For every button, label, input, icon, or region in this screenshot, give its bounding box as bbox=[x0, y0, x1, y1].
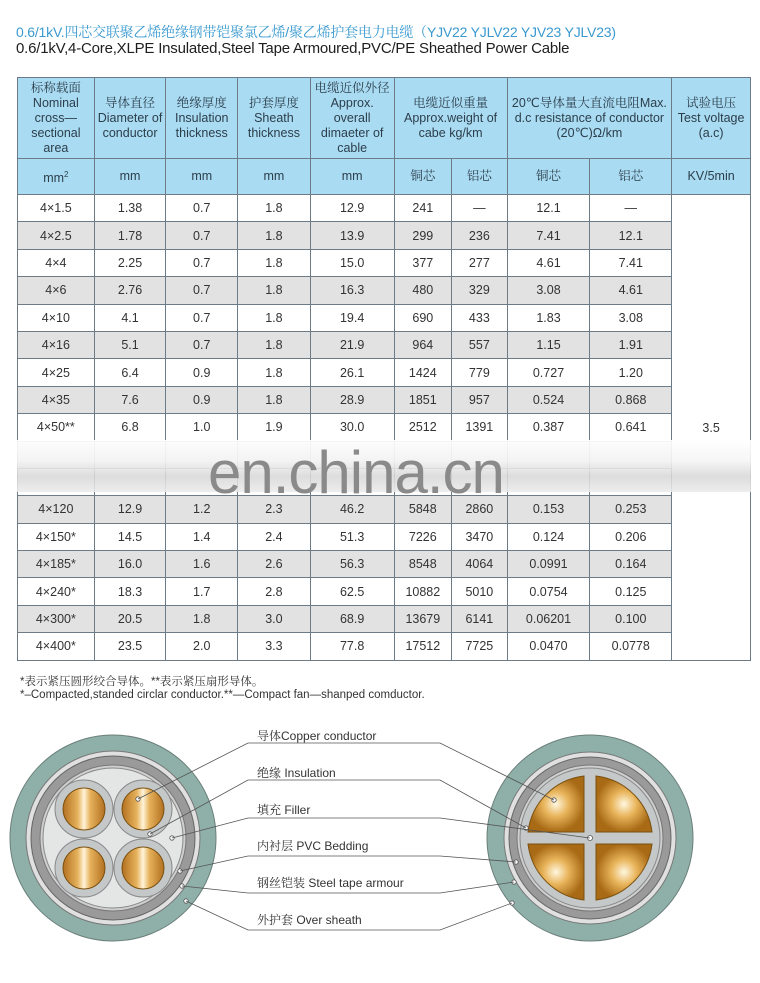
cell-resistance-cu: 1.15 bbox=[507, 331, 590, 358]
cell-resistance-al: 12.1 bbox=[590, 222, 672, 249]
cell-resistance-al: 1.20 bbox=[590, 359, 672, 386]
cell-resistance-al: 0.0778 bbox=[590, 633, 672, 660]
cell-insulation: 0.7 bbox=[166, 277, 238, 304]
round-conductor-cable bbox=[10, 735, 216, 941]
cell-overall-diameter: 30.0 bbox=[310, 414, 394, 441]
cell-resistance-al: 1.91 bbox=[590, 331, 672, 358]
cell-diameter: 1.38 bbox=[94, 195, 166, 222]
unit-area: $mm^2$ bbox=[18, 159, 95, 195]
table-row bbox=[18, 414, 751, 441]
table-row bbox=[18, 386, 751, 413]
cell-diameter: 6.8 bbox=[94, 414, 166, 441]
cell-sheath: 2.4 bbox=[238, 523, 311, 550]
cell-diameter: 20.5 bbox=[94, 605, 166, 632]
cell-insulation: 0.9 bbox=[166, 359, 238, 386]
cell-resistance-al: 0.100 bbox=[590, 605, 672, 632]
cell-resistance-al: 7.41 bbox=[590, 249, 672, 276]
cell-area: 4×1.5 bbox=[18, 195, 95, 222]
cell-resistance-al: 0.206 bbox=[590, 523, 672, 550]
table-row bbox=[18, 605, 751, 632]
cell-insulation: 0.7 bbox=[166, 331, 238, 358]
cell-weight-al: 557 bbox=[452, 331, 508, 358]
cell-weight-al: 3470 bbox=[452, 523, 508, 550]
cell-weight-cu: 377 bbox=[394, 249, 452, 276]
cell-sheath: 1.8 bbox=[238, 304, 311, 331]
footnote-cn: *表示紧压圆形绞合导体。**表示紧压扇形导体。 bbox=[20, 676, 264, 688]
cell-overall-diameter: 62.5 bbox=[310, 578, 394, 605]
cell-overall-diameter: 51.3 bbox=[310, 523, 394, 550]
cell-insulation: 0.7 bbox=[166, 249, 238, 276]
sector-conductor-cable bbox=[487, 735, 693, 941]
cell-area: 4×25 bbox=[18, 359, 95, 386]
cell-area: 4×185* bbox=[18, 551, 95, 578]
cell-overall-diameter: 77.8 bbox=[310, 633, 394, 660]
cell-insulation: 1.4 bbox=[166, 523, 238, 550]
table-row bbox=[18, 249, 751, 276]
table-row bbox=[18, 523, 751, 550]
cell-area: 4×50** bbox=[18, 414, 95, 441]
cell-weight-cu: 1851 bbox=[394, 386, 452, 413]
cell-overall-diameter: 16.3 bbox=[310, 277, 394, 304]
cell-diameter: 23.5 bbox=[94, 633, 166, 660]
cell-diameter: 2.25 bbox=[94, 249, 166, 276]
cell-sheath: 1.8 bbox=[238, 331, 311, 358]
cell-resistance-al: 3.08 bbox=[590, 304, 672, 331]
cell-diameter: 12.9 bbox=[94, 496, 166, 523]
footnote-en: *–Compacted,standed circlar conductor.**—Compact fan—shanped comductor. bbox=[20, 689, 425, 701]
col-header-test-voltage: 试验电压 Test voltage (a.c) bbox=[672, 78, 751, 159]
table-row bbox=[18, 633, 751, 660]
cell-diameter: 18.3 bbox=[94, 578, 166, 605]
cell-overall-diameter: 28.9 bbox=[310, 386, 394, 413]
cell-diameter: 4.1 bbox=[94, 304, 166, 331]
cable-spec-table bbox=[17, 77, 751, 661]
cell-weight-cu: 5848 bbox=[394, 496, 452, 523]
cell-weight-al: 433 bbox=[452, 304, 508, 331]
cable-diagram-svg bbox=[0, 710, 760, 983]
cell-sheath: 2.6 bbox=[238, 551, 311, 578]
test-voltage-value: 3.5 bbox=[702, 421, 720, 436]
callout-insulation: 绝缘 Insulation bbox=[257, 766, 336, 780]
col-header-overall-diameter: 电缆近似外径 Approx. overall dimaeter of cable bbox=[310, 78, 394, 159]
table-row bbox=[18, 304, 751, 331]
cell-resistance-cu: 0.727 bbox=[507, 359, 590, 386]
cell-area: 4×2.5 bbox=[18, 222, 95, 249]
cell-sheath: 3.3 bbox=[238, 633, 311, 660]
cell-area: 4×300* bbox=[18, 605, 95, 632]
cell-resistance-cu: 12.1 bbox=[507, 195, 590, 222]
cell-overall-diameter: 15.0 bbox=[310, 249, 394, 276]
col-header-weight: 电缆近似重量 Approx.weight of cabe kg/km bbox=[394, 78, 507, 159]
cell-overall-diameter: 46.2 bbox=[310, 496, 394, 523]
cell-resistance-cu: 0.0754 bbox=[507, 578, 590, 605]
cell-diameter: 14.5 bbox=[94, 523, 166, 550]
col-header-sheath: 护套厚度 Sheath thickness bbox=[238, 78, 311, 159]
cell-area: 4×10 bbox=[18, 304, 95, 331]
table-row bbox=[18, 331, 751, 358]
cell-weight-al: 4064 bbox=[452, 551, 508, 578]
cell-overall-diameter: 26.1 bbox=[310, 359, 394, 386]
cell-area: 4×400* bbox=[18, 633, 95, 660]
cell-sheath: 1.8 bbox=[238, 277, 311, 304]
callout-pvc-bedding: 内衬层 PVC Bedding bbox=[257, 839, 369, 853]
unit-overall-diameter: mm bbox=[310, 159, 394, 195]
unit-weight-al: 铝芯 bbox=[452, 159, 508, 195]
cell-weight-cu: 10882 bbox=[394, 578, 452, 605]
cell-resistance-cu: 0.153 bbox=[507, 496, 590, 523]
cell-resistance-al: 0.253 bbox=[590, 496, 672, 523]
cell-weight-al: 5010 bbox=[452, 578, 508, 605]
cell-weight-cu: 964 bbox=[394, 331, 452, 358]
cell-overall-diameter: 13.9 bbox=[310, 222, 394, 249]
cell-weight-al: 6141 bbox=[452, 605, 508, 632]
cell-insulation: 0.7 bbox=[166, 304, 238, 331]
cell-diameter: 6.4 bbox=[94, 359, 166, 386]
col-header-resistance: 20℃导体量大直流电阻Max. d.c resistance of conductor (20℃)Ω/km bbox=[507, 78, 672, 159]
cell-weight-al: 236 bbox=[452, 222, 508, 249]
cell-sheath: 2.8 bbox=[238, 578, 311, 605]
cell-weight-al: — bbox=[452, 195, 508, 222]
unit-test-voltage: KV/5min bbox=[672, 159, 751, 195]
col-header-insulation: 绝缘厚度 Insulation thickness bbox=[166, 78, 238, 159]
cell-insulation: 2.0 bbox=[166, 633, 238, 660]
cell-insulation: 1.6 bbox=[166, 551, 238, 578]
cell-insulation: 1.2 bbox=[166, 496, 238, 523]
cell-resistance-cu: 0.524 bbox=[507, 386, 590, 413]
cell-weight-cu: 1424 bbox=[394, 359, 452, 386]
cell-weight-al: 1391 bbox=[452, 414, 508, 441]
cell-weight-cu: 241 bbox=[394, 195, 452, 222]
title-cn: 0.6/1kV.四芯交联聚乙烯绝缘钢带铠聚氯乙烯/聚乙烯护套电力电缆（YJV22 YJLV22 YJV23 YJLV23) bbox=[16, 24, 616, 40]
cell-diameter: 7.6 bbox=[94, 386, 166, 413]
cell-overall-diameter: 68.9 bbox=[310, 605, 394, 632]
callout-steel-tape-armour: 钢丝铠装 Steel tape armour bbox=[257, 876, 404, 890]
cell-area: 4×35 bbox=[18, 386, 95, 413]
cell-weight-al: 329 bbox=[452, 277, 508, 304]
cell-weight-cu: 2512 bbox=[394, 414, 452, 441]
col-header-area: 标称载面 Nominal cross—sectional area bbox=[18, 78, 95, 159]
cell-resistance-cu: 0.06201 bbox=[507, 605, 590, 632]
cell-test-voltage bbox=[672, 195, 751, 661]
cell-resistance-al: — bbox=[590, 195, 672, 222]
unit-resistance-cu: 铜芯 bbox=[507, 159, 590, 195]
cell-resistance-al: 0.868 bbox=[590, 386, 672, 413]
callout-copper-conductor: 导体Copper conductor bbox=[257, 729, 377, 743]
cell-insulation: 1.0 bbox=[166, 414, 238, 441]
unit-resistance-al: 铝芯 bbox=[590, 159, 672, 195]
cell-diameter: 2.76 bbox=[94, 277, 166, 304]
cell-resistance-al: 0.641 bbox=[590, 414, 672, 441]
cell-resistance-al: 0.164 bbox=[590, 551, 672, 578]
cell-weight-cu: 480 bbox=[394, 277, 452, 304]
cell-diameter: 16.0 bbox=[94, 551, 166, 578]
cell-weight-cu: 8548 bbox=[394, 551, 452, 578]
cell-resistance-cu: 0.0470 bbox=[507, 633, 590, 660]
cell-area: 4×240* bbox=[18, 578, 95, 605]
cell-sheath: 3.0 bbox=[238, 605, 311, 632]
cell-sheath: 1.8 bbox=[238, 386, 311, 413]
cell-area: 4×4 bbox=[18, 249, 95, 276]
cell-weight-cu: 13679 bbox=[394, 605, 452, 632]
cell-overall-diameter: 21.9 bbox=[310, 331, 394, 358]
cell-diameter: 1.78 bbox=[94, 222, 166, 249]
cell-resistance-al: 0.125 bbox=[590, 578, 672, 605]
cell-weight-al: 277 bbox=[452, 249, 508, 276]
cell-insulation: 0.7 bbox=[166, 195, 238, 222]
unit-insulation: mm bbox=[166, 159, 238, 195]
cell-overall-diameter: 12.9 bbox=[310, 195, 394, 222]
cell-sheath: 2.3 bbox=[238, 496, 311, 523]
unit-weight-cu: 铜芯 bbox=[394, 159, 452, 195]
table-row bbox=[18, 551, 751, 578]
cell-area: 4×150* bbox=[18, 523, 95, 550]
cell-sheath: 1.8 bbox=[238, 195, 311, 222]
cell-weight-al: 2860 bbox=[452, 496, 508, 523]
unit-diameter: mm bbox=[94, 159, 166, 195]
cell-resistance-cu: 0.124 bbox=[507, 523, 590, 550]
cell-weight-al: 779 bbox=[452, 359, 508, 386]
cell-area: 4×6 bbox=[18, 277, 95, 304]
cell-weight-cu: 690 bbox=[394, 304, 452, 331]
table-row bbox=[18, 195, 751, 222]
cell-weight-al: 957 bbox=[452, 386, 508, 413]
cell-resistance-cu: 0.0991 bbox=[507, 551, 590, 578]
table-row bbox=[18, 277, 751, 304]
cell-weight-cu: 299 bbox=[394, 222, 452, 249]
cell-resistance-cu: 0.387 bbox=[507, 414, 590, 441]
cell-resistance-al: 4.61 bbox=[590, 277, 672, 304]
cell-insulation: 0.7 bbox=[166, 222, 238, 249]
cell-resistance-cu: 3.08 bbox=[507, 277, 590, 304]
cell-sheath: 1.8 bbox=[238, 222, 311, 249]
cell-overall-diameter: 56.3 bbox=[310, 551, 394, 578]
cell-insulation: 0.9 bbox=[166, 386, 238, 413]
watermark: en.china.cn bbox=[208, 439, 504, 506]
cell-insulation: 1.7 bbox=[166, 578, 238, 605]
cable-cross-section-diagram bbox=[0, 710, 760, 983]
cell-weight-cu: 17512 bbox=[394, 633, 452, 660]
cell-area: 4×120 bbox=[18, 496, 95, 523]
cell-weight-al: 7725 bbox=[452, 633, 508, 660]
cell-area: 4×16 bbox=[18, 331, 95, 358]
table-row bbox=[18, 578, 751, 605]
table-row bbox=[18, 222, 751, 249]
cell-insulation: 1.8 bbox=[166, 605, 238, 632]
cell-sheath: 1.9 bbox=[238, 414, 311, 441]
table-row bbox=[18, 359, 751, 386]
cell-diameter: 5.1 bbox=[94, 331, 166, 358]
cell-sheath: 1.8 bbox=[238, 359, 311, 386]
cell-weight-cu: 7226 bbox=[394, 523, 452, 550]
cell-sheath: 1.8 bbox=[238, 249, 311, 276]
callout-over-sheath: 外护套 Over sheath bbox=[257, 913, 362, 927]
col-header-diameter: 导体直径 Diameter of conductor bbox=[94, 78, 166, 159]
cell-resistance-cu: 7.41 bbox=[507, 222, 590, 249]
cell-overall-diameter: 19.4 bbox=[310, 304, 394, 331]
callout-filler: 填充 Filler bbox=[257, 803, 311, 817]
title-en: 0.6/1kV,4-Core,XLPE Insulated,Steel Tape Armoured,PVC/PE Sheathed Power Cable bbox=[16, 40, 570, 57]
cell-resistance-cu: 4.61 bbox=[507, 249, 590, 276]
cell-resistance-cu: 1.83 bbox=[507, 304, 590, 331]
unit-sheath: mm bbox=[238, 159, 311, 195]
